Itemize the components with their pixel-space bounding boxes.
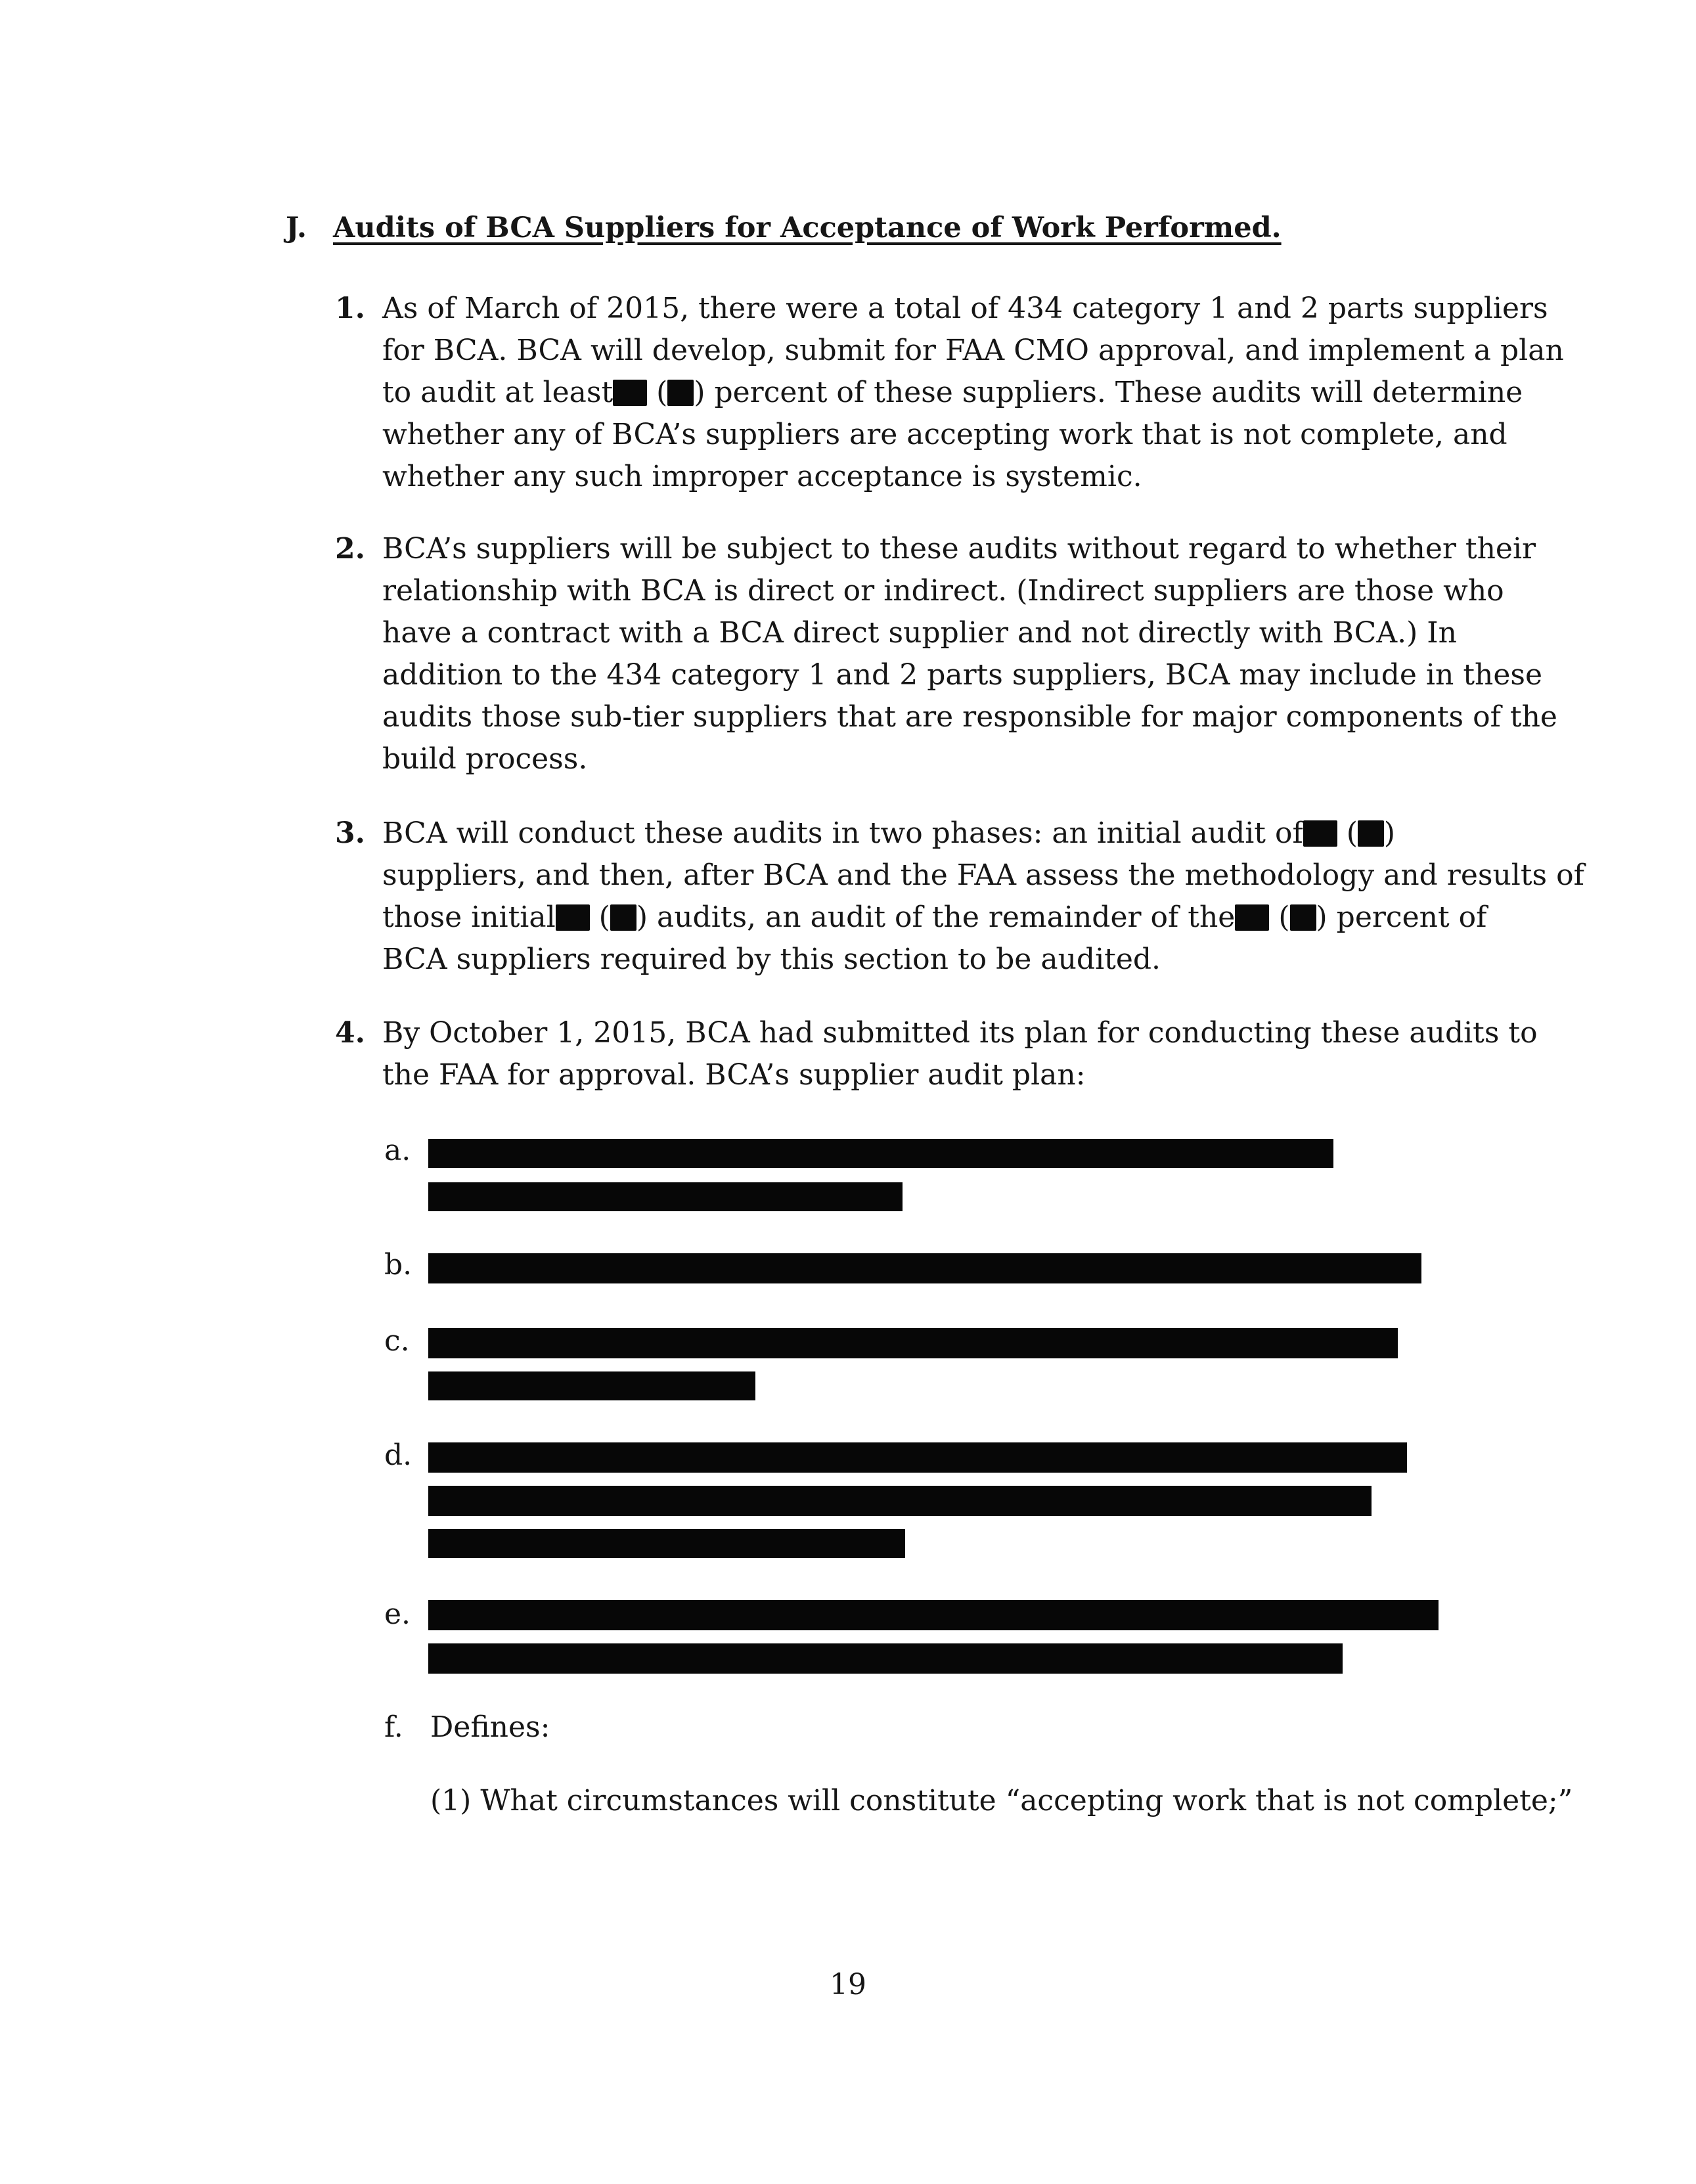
redaction-bar — [428, 1371, 755, 1400]
text-line: for BCA. BCA will develop, submit for FAA CMO approval, and implement a plan — [382, 334, 1564, 367]
item-letter-d: d. — [384, 1438, 413, 1472]
redaction-bar — [428, 1253, 1421, 1283]
redaction-bar — [428, 1182, 903, 1211]
text-line: By October 1, 2015, BCA had submitted its plan for conducting these audits to — [382, 1016, 1538, 1050]
section-title: Audits of BCA Suppliers for Acceptance of Work Performed. — [333, 212, 1282, 244]
redaction-mark — [610, 904, 636, 931]
redaction-mark — [613, 380, 647, 406]
redaction-mark — [1303, 820, 1337, 847]
paragraph-number: 4. — [335, 1016, 365, 1050]
text-line: As of March of 2015, there were a total of 434 category 1 and 2 parts suppliers — [382, 292, 1548, 325]
text-line: to audit at least ( ) percent of these suppliers. These audits will determine — [382, 376, 1523, 409]
redaction-bar — [428, 1643, 1343, 1674]
redaction-mark — [667, 380, 694, 406]
redaction-bar — [428, 1328, 1398, 1358]
item-f1-text: (1) What circumstances will constitute “accepting work that is not complete;” — [430, 1784, 1573, 1817]
text-line: suppliers, and then, after BCA and the FAA assess the methodology and results of — [382, 858, 1584, 892]
redaction-mark — [1358, 820, 1384, 847]
item-letter-c: c. — [384, 1324, 410, 1358]
redaction-bar — [428, 1600, 1439, 1630]
paragraph-number: 2. — [335, 532, 365, 566]
item-letter-a: a. — [384, 1134, 411, 1167]
text-line: addition to the 434 category 1 and 2 parts suppliers, BCA may include in these — [382, 658, 1542, 692]
text-line: those initial ( ) audits, an audit of the remainder of the ( ) percent of — [382, 901, 1487, 934]
redaction-bar — [428, 1139, 1333, 1168]
text-line: BCA suppliers required by this section to be audited. — [382, 943, 1161, 976]
paragraph-number: 3. — [335, 816, 365, 850]
text-line: BCA’s suppliers will be subject to these audits without regard to whether their — [382, 532, 1536, 566]
redaction-bar — [428, 1529, 905, 1558]
redaction-mark — [556, 904, 590, 931]
text-line: the FAA for approval. BCA’s supplier audit plan: — [382, 1058, 1086, 1092]
item-letter-b: b. — [384, 1248, 413, 1281]
text-line: whether any such improper acceptance is systemic. — [382, 460, 1142, 493]
text-line: build process. — [382, 742, 588, 776]
section-heading — [286, 212, 1282, 244]
redaction-bar — [428, 1442, 1407, 1473]
redaction-mark — [1290, 904, 1316, 931]
text-line: have a contract with a BCA direct supplier and not directly with BCA.) In — [382, 616, 1457, 650]
item-letter-f: f. — [384, 1710, 403, 1744]
redaction-bar — [428, 1486, 1372, 1516]
item-f-text: Defines: — [430, 1710, 550, 1744]
page-number: 19 — [830, 1968, 866, 2001]
paragraph-number: 1. — [335, 292, 365, 325]
item-letter-e: e. — [384, 1597, 411, 1631]
text-line: whether any of BCA’s suppliers are accepting work that is not complete, and — [382, 418, 1507, 451]
text-line: BCA will conduct these audits in two phases: an initial audit of ( ) — [382, 816, 1396, 850]
text-line: audits those sub-tier suppliers that are responsible for major components of the — [382, 700, 1557, 734]
section-letter: J. — [286, 212, 307, 244]
redaction-mark — [1235, 904, 1269, 931]
text-line: relationship with BCA is direct or indirect. (Indirect suppliers are those who — [382, 574, 1504, 608]
